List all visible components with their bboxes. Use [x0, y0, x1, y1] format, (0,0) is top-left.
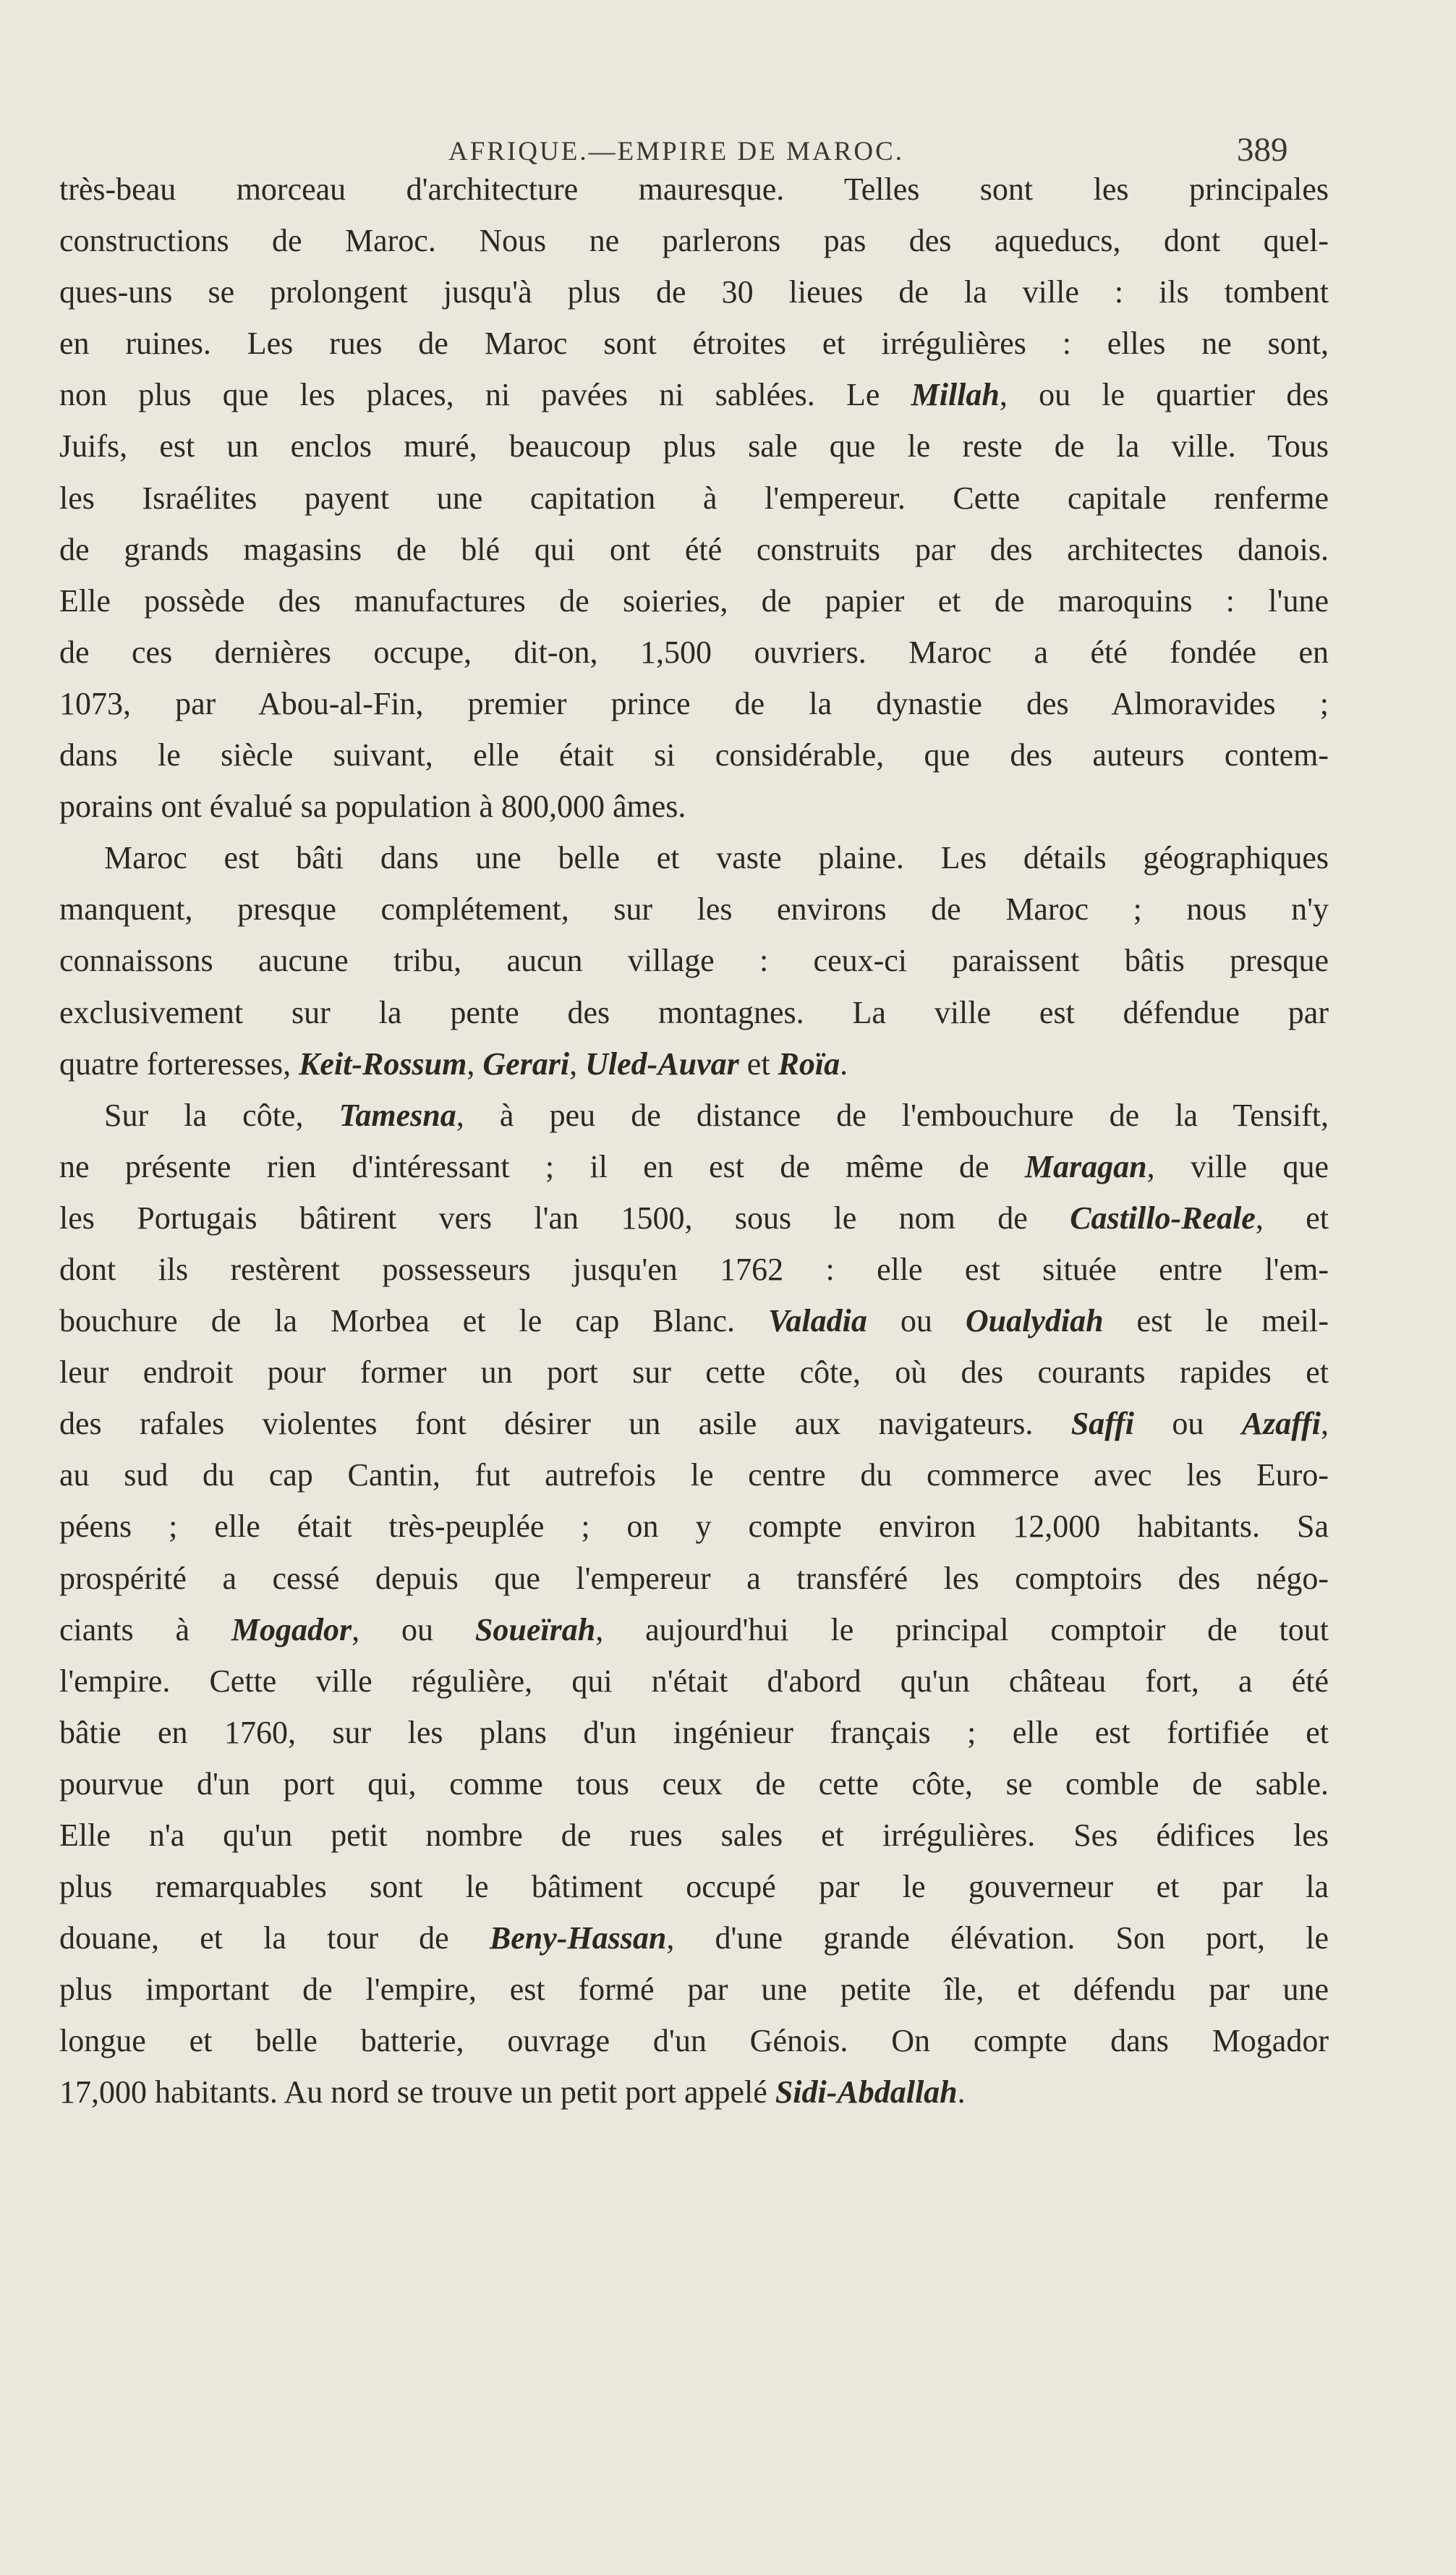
text-run: quatre forteresses, — [59, 1045, 299, 1082]
text-line: 1073, par Abou-al-Fin, premier prince de la dynastie des Almoravides ; — [59, 685, 1329, 721]
text-run: Sur la côte, — [104, 1097, 339, 1133]
text-run: . — [957, 2074, 966, 2111]
text-line: en ruines. Les rues de Maroc sont étroites et irrégulières : elles ne sont, — [59, 326, 1329, 362]
place-name: Uled-Auvar — [585, 1045, 739, 1082]
place-name: Keit-Rossum — [299, 1045, 467, 1082]
text-line: porains ont évalué sa population à 800,000 âmes. — [59, 789, 686, 825]
text-line: exclusivement sur la pente des montagnes. La ville est défendue par — [59, 994, 1329, 1030]
place-name: Beny-Hassan — [489, 1920, 667, 1956]
place-name: Castillo-Reale — [1070, 1200, 1256, 1236]
text-line: de grands magasins de blé qui ont été construits par des architectes danois. — [59, 531, 1329, 567]
text-run: , ville que — [1146, 1148, 1329, 1184]
text-line: péens ; elle était très-peuplée ; on y compte environ 12,000 habitants. Sa — [59, 1509, 1329, 1545]
text-line — [59, 1038, 1329, 1090]
place-name: Sidi-Abdallah — [775, 2074, 958, 2111]
text-run: , et — [1255, 1200, 1329, 1236]
text-run: et — [738, 1045, 778, 1082]
text-line — [59, 1295, 1329, 1346]
text-line — [59, 1912, 1329, 1964]
text-line: l'empire. Cette ville régulière, qui n'était d'abord qu'un château fort, a été — [59, 1663, 1329, 1699]
text-line: leur endroit pour former un port sur cette côte, où des courants rapides et — [59, 1354, 1329, 1391]
page-number: 389 — [1237, 131, 1288, 169]
text-line: pourvue d'un port qui, comme tous ceux de cette côte, se comble de sable. — [59, 1765, 1329, 1802]
text-run: non plus que les places, ni pavées ni sablées. Le — [59, 377, 911, 413]
text-line: bâtie en 1760, sur les plans d'un ingénieur français ; elle est fortifiée et — [59, 1714, 1329, 1750]
text-line: de ces dernières occupe, dit-on, 1,500 ouvriers. Maroc a été fondée en — [59, 634, 1329, 670]
place-name: Gerari — [482, 1045, 570, 1082]
text-run: , — [1321, 1406, 1329, 1442]
text-line: constructions de Maroc. Nous ne parlerons pas des aqueducs, dont quel- — [59, 223, 1329, 259]
text-run: , ou le quartier des — [999, 377, 1329, 413]
text-line: les Israélites payent une capitation à l'empereur. Cette capitale renferme — [59, 480, 1329, 516]
text-line: dans le siècle suivant, elle était si considérable, que des auteurs contem- — [59, 737, 1329, 773]
text-line — [59, 1192, 1329, 1244]
text-run: est le meil- — [1103, 1303, 1329, 1339]
text-line — [59, 2066, 1329, 2118]
text-run: , d'une grande élévation. Son port, le — [666, 1920, 1329, 1956]
text-run: ne présente rien d'intéressant ; il en est de même de — [59, 1148, 1025, 1184]
text-run: , aujourd'hui le principal comptoir de tout — [595, 1611, 1329, 1647]
text-run: . — [840, 1045, 848, 1082]
body-text — [59, 164, 1329, 2118]
text-line — [59, 1398, 1329, 1449]
place-name: Mogador — [231, 1611, 352, 1647]
place-name: Oualydiah — [965, 1303, 1104, 1339]
text-run: , ou — [352, 1611, 475, 1647]
text-line: prospérité a cessé depuis que l'empereur a transféré les comptoirs des négo- — [59, 1560, 1329, 1596]
place-name: Tamesna — [339, 1097, 456, 1133]
text-line: Elle possède des manufactures de soieries, de papier et de maroquins : l'une — [59, 582, 1329, 619]
text-line: longue et belle batterie, ouvrage d'un Génois. On compte dans Mogador — [59, 2023, 1329, 2059]
text-line: ques-uns se prolongent jusqu'à plus de 30 lieues de la ville : ils tombent — [59, 274, 1329, 310]
text-run: , — [467, 1045, 483, 1082]
text-line: manquent, presque complétement, sur les environs de Maroc ; nous n'y — [59, 891, 1329, 928]
text-line — [59, 369, 1329, 420]
text-run: 17,000 habitants. Au nord se trouve un petit port appelé — [59, 2074, 775, 2111]
text-run: des rafales violentes font désirer un asile aux navigateurs. — [59, 1406, 1071, 1442]
text-line: très-beau morceau d'architecture mauresque. Telles sont les principales — [59, 171, 1329, 207]
place-name: Azaffi — [1241, 1406, 1321, 1442]
text-line — [59, 1090, 1329, 1141]
text-line: dont ils restèrent possesseurs jusqu'en 1762 : elle est située entre l'em- — [59, 1251, 1329, 1287]
text-run: ou — [1134, 1406, 1242, 1442]
text-line — [59, 1604, 1329, 1655]
place-name: Roïa — [778, 1045, 840, 1082]
place-name: Soueïrah — [474, 1611, 596, 1647]
text-run: douane, et la tour de — [59, 1920, 490, 1956]
text-line: plus important de l'empire, est formé par une petite île, et défendu par une — [59, 1972, 1329, 2008]
text-line — [59, 1141, 1329, 1192]
place-name: Saffi — [1070, 1406, 1135, 1442]
text-run: ou — [867, 1303, 966, 1339]
text-line: Maroc est bâti dans une belle et vaste plaine. Les détails géographiques — [104, 840, 1329, 876]
text-line: plus remarquables sont le bâtiment occupé par le gouverneur et par la — [59, 1869, 1329, 1905]
place-name: Valadia — [767, 1303, 867, 1339]
text-line: Juifs, est un enclos muré, beaucoup plus sale que le reste de la ville. Tous — [59, 428, 1329, 464]
text-run: bouchure de la Morbea et le cap Blanc. — [59, 1303, 768, 1339]
running-head: AFRIQUE.—EMPIRE DE MAROC. — [448, 137, 905, 166]
text-line: Elle n'a qu'un petit nombre de rues sales et irrégulières. Ses édifices les — [59, 1817, 1329, 1853]
place-name: Millah — [911, 377, 1000, 413]
text-run: , à peu de distance de l'embouchure de la Tensift, — [456, 1097, 1329, 1133]
text-line: au sud du cap Cantin, fut autrefois le centre du commerce avec les Euro- — [59, 1457, 1329, 1493]
text-line: connaissons aucune tribu, aucun village : ceux-ci paraissent bâtis presque — [59, 943, 1329, 979]
place-name: Maragan — [1024, 1148, 1147, 1184]
text-run: ciants à — [59, 1611, 231, 1647]
text-run: les Portugais bâtirent vers l'an 1500, sous le nom de — [59, 1200, 1070, 1236]
text-run: , — [569, 1045, 586, 1082]
